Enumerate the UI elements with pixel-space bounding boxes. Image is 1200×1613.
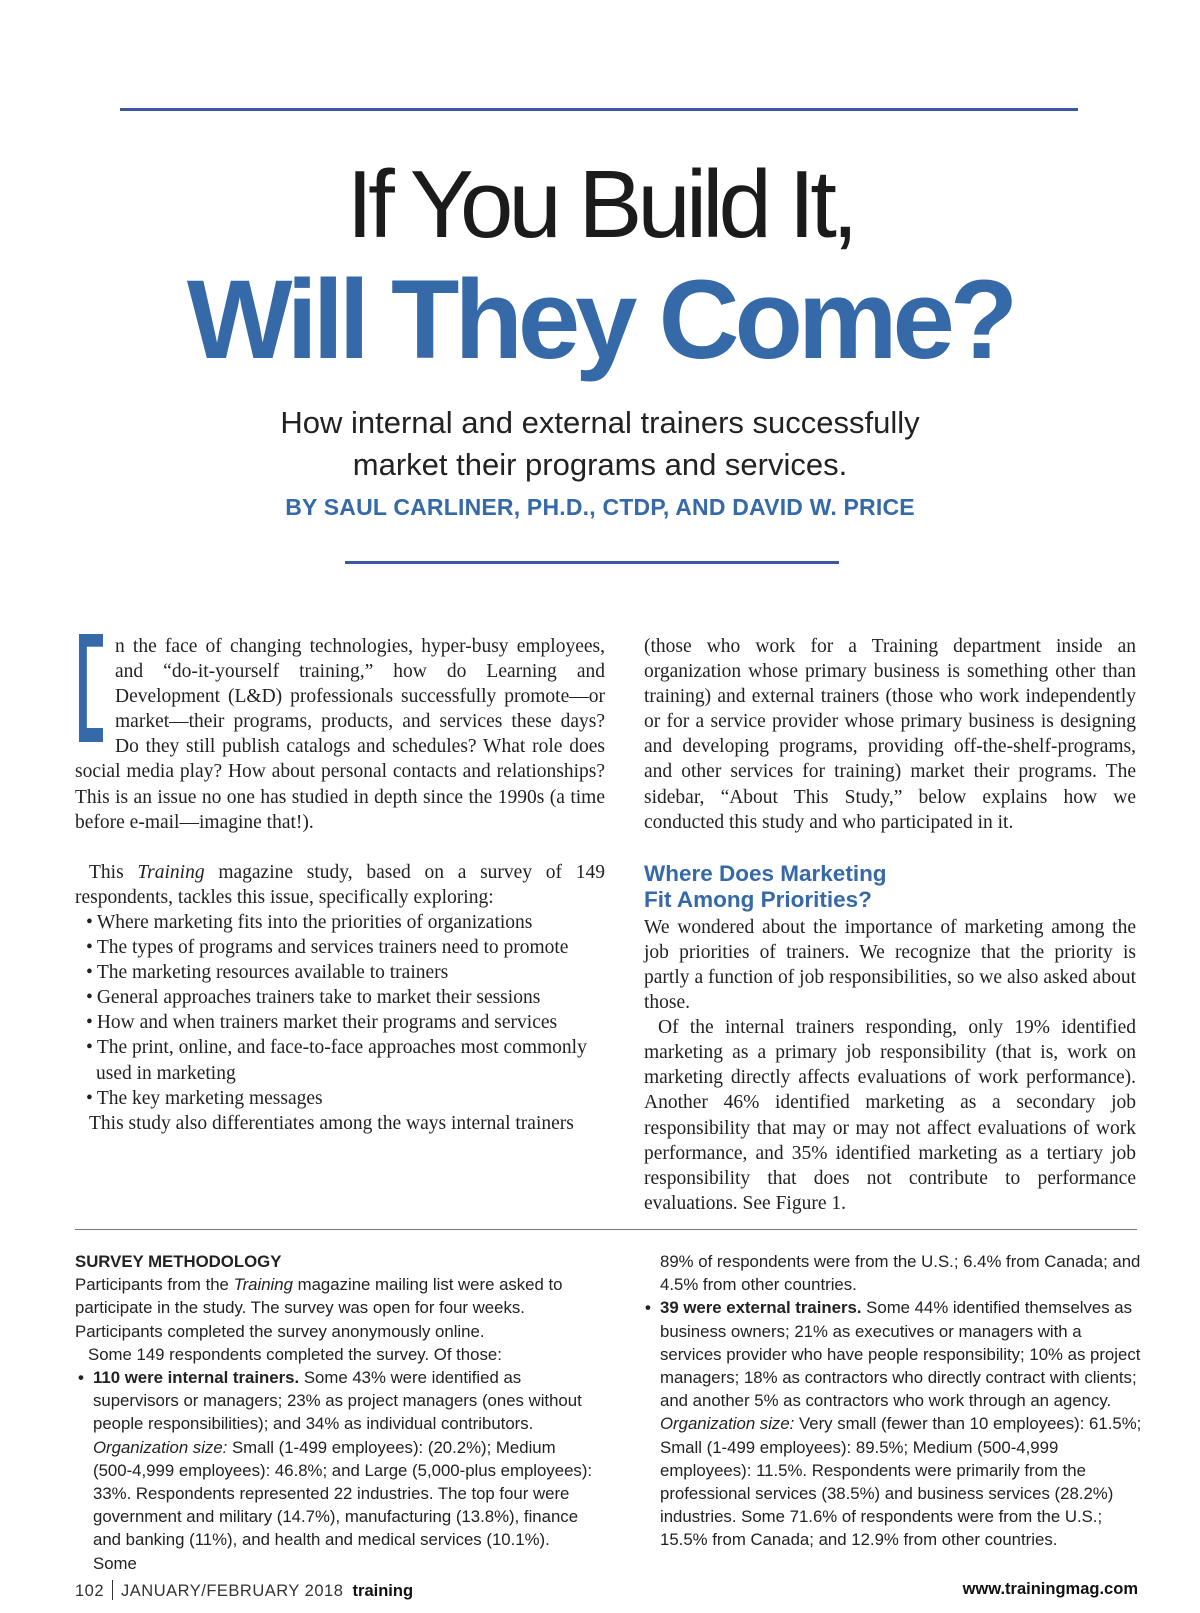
external-trainers-item <box>642 1296 1142 1551</box>
list-item: • How and when trainers market their programs and services <box>83 1010 605 1035</box>
issue-date: JANUARY/FEBRUARY 2018 <box>121 1582 344 1600</box>
sidebar-heading: SURVEY METHODOLOGY <box>75 1252 282 1271</box>
internal-trainers-paragraph: Of the internal trainers responding, only 19% identified marketing as a primary job responsibility (that is, work on marketing directly affects evaluations of work performance). Another 46% identified marketing as a secondary job responsibility that may or may not affect evaluations of work performance, and 35% identified marketing as a tertiary job responsibility that does not contribute to performance evaluations. See Figure 1. <box>644 1017 1136 1214</box>
title-line-2: Will They Come? <box>186 257 1014 382</box>
external-text-2: Very small (fewer than 10 employees): 61.5%; Small (1-499 employees): 89.5%; Medium (500-4,999 employees): 11.5%. Respondents were primarily from the professional services (38.5%) and business services (28.2%) industries. Some 71.6% of respondents were from the U.S.; 15.5% from Canada; and 12.9% from other countries. <box>660 1414 1142 1550</box>
internal-trainers-item <box>75 1366 595 1575</box>
list-item: • Where marketing fits into the priorities of organizations <box>83 910 605 935</box>
magazine-name: training <box>352 1582 414 1600</box>
sidebar-intro-post: magazine mailing list were asked to participate in the study. The survey was open for four weeks. Participants completed the survey anonymously online. <box>75 1275 563 1341</box>
section-heading <box>644 861 1136 913</box>
study-paragraph <box>75 860 605 910</box>
body-left-column <box>75 622 606 1136</box>
internal-text-2: Small (1-499 employees): (20.2%); Medium (500-4,999 employees): 46.8%; and Large (5,000-plus employees): 33%. Respondents represented 22 industries. The top four were government and military (14.7%), manufacturing (13.8%), finance and banking (11%), and health and medical services (10.1%). Some <box>93 1437 593 1573</box>
sidebar-intro <box>75 1273 595 1343</box>
sidebar-left-column <box>75 1250 595 1575</box>
priorities-paragraph: We wondered about the importance of marketing among the job priorities of trainers. We recognize that the priority is partly a function of job responsibilities, so we also asked about those. <box>644 916 1136 1014</box>
body-right-column <box>644 634 1136 1216</box>
section-heading-line-1: Where Does Marketing <box>644 860 887 886</box>
byline-rule <box>345 561 839 564</box>
drop-cap: I <box>79 622 112 754</box>
list-item: • The types of programs and services trainers need to promote <box>83 935 605 960</box>
external-count: 39 were external trainers. <box>660 1298 862 1318</box>
list-item: • The marketing resources available to trainers <box>83 960 605 985</box>
section-heading-line-2: Fit Among Priorities? <box>644 886 872 912</box>
sidebar-divider <box>75 1229 1137 1230</box>
list-item: • The key marketing messages <box>83 1086 605 1111</box>
bullet-glyph: • <box>645 1298 651 1318</box>
deck-line-2: market their programs and services. <box>352 447 848 482</box>
intro-text: n the face of changing technologies, hyper-busy employees, and “do-it-yourself training,” how do Learning and Development (L&D) professionals successfully promote—or market—their programs, products, and services these days? Do they still publish catalogs and schedules? What role does social media play? How about personal contacts and relationships? This is an issue no one has studied in depth since the 1990s (a time before e-mail—imagine that!). <box>75 636 605 833</box>
external-text-1: Some 44% identified themselves as business owners; 21% as executives or managers with a services provider who have people responsibility; 10% as project managers; 18% as contractors who directly contract with clients; and another 5% as contractors who work through an agency. <box>660 1298 1141 1411</box>
sidebar-intro-magazine: Training <box>233 1275 293 1295</box>
differentiates-paragraph: This study also differentiates among the ways internal trainers <box>89 1112 574 1134</box>
intro-paragraph <box>75 622 605 835</box>
page-number: 102 <box>75 1582 105 1600</box>
footer-url[interactable]: www.trainingmag.com <box>962 1580 1138 1598</box>
sidebar-count: Some 149 respondents completed the survey. Of those: <box>88 1344 502 1364</box>
continued-paragraph: (those who work for a Training department inside an organization whose primary business is something other than training) and external trainers (those who work independently or for a service provider whose primary business is designing and developing programs, providing off-the-shelf-programs, and other services for training) market their programs. The sidebar, “About This Study,” below explains how we conducted this study and who participated in it. <box>644 636 1136 833</box>
study-text-post: magazine study, based on a survey of 149 respondents, tackles this issue, specifically exploring: <box>75 861 606 908</box>
internal-count: 110 were internal trainers. <box>93 1368 300 1388</box>
footer-separator <box>112 1580 113 1600</box>
study-text-pre: This <box>89 861 138 883</box>
byline: BY SAUL CARLINER, PH.D., CTDP, AND DAVID W. PRICE <box>285 494 915 520</box>
sidebar-intro-pre: Participants from the <box>75 1275 234 1295</box>
internal-text-1: Some 43% were identified as supervisors or managers; 23% as project managers (ones without people responsibilities); and 34% as individual contributors. <box>93 1368 582 1434</box>
exploring-list <box>75 910 605 1111</box>
top-rule <box>120 108 1078 111</box>
title-line-1: If You Build It, <box>346 151 854 258</box>
internal-org-size-label: Organization size: <box>93 1437 228 1457</box>
external-org-size-label: Organization size: <box>660 1414 795 1434</box>
bullet-glyph: • <box>78 1368 84 1388</box>
sidebar-right-column <box>642 1250 1142 1552</box>
sidebar-continued: 89% of respondents were from the U.S.; 6.4% from Canada; and 4.5% from other countries. <box>660 1252 1141 1295</box>
list-item: • General approaches trainers take to market their sessions <box>83 985 605 1010</box>
list-item: • The print, online, and face-to-face approaches most commonly used in marketing <box>83 1035 605 1085</box>
deck <box>0 402 1200 486</box>
footer-left <box>75 1580 413 1601</box>
deck-line-1: How internal and external trainers successfully <box>280 405 920 440</box>
study-text-magazine: Training <box>137 861 205 883</box>
